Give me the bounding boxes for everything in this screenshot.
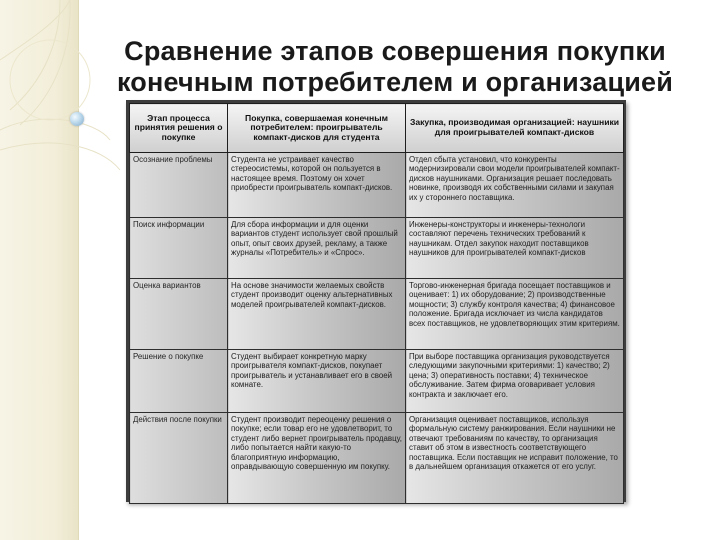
consumer-cell: На основе значимости желаемых свойств студент производит оценку альтернативных моделей проигрывателей компакт-дисков.: [228, 279, 406, 350]
consumer-cell: Студент производит переоценку решения о покупке; если товар его не удовлетворит, то студент либо вернет проигрыватель продавцу, либо попытается найти какую-то благоприятную информацию, оправдывающую совершенную им покупку.: [228, 413, 406, 504]
table-row: [130, 279, 624, 350]
comparison-table-frame: [126, 100, 626, 502]
stage-cell: Решение о покупке: [130, 350, 228, 413]
organization-cell: Торгово-инженерная бригада посещает поставщиков и оценивает: 1) их оборудование; 2) производственные мощности; 3) службу контроля качества; 4) финансовое положение. Бригада исключает из числа кандидатов всех поставщиков, не удовлетворяющих этим критериям.: [406, 279, 624, 350]
organization-cell: Отдел сбыта установил, что конкуренты модернизировали свои модели проигрывателей компакт-дисков наушниками. Организация решает последовать новинке, производя их собственными силами и закупая их у стороннего поставщика.: [406, 153, 624, 218]
organization-cell: Инженеры-конструкторы и инженеры-технологи составляют перечень технических требований к наушникам. Отдел закупок находит поставщиков наушников для проигрывателей компакт-дисков: [406, 218, 624, 279]
bullet-decoration: [70, 112, 84, 126]
consumer-cell: Для сбора информации и для оценки вариантов студент использует свой прошлый опыт, опыт своих друзей, рекламу, а также журналы «Потребитель» и «Спрос».: [228, 218, 406, 279]
table-row: [130, 153, 624, 218]
organization-cell: При выборе поставщика организация руководствуется следующими закупочными критериями: 1) качество; 2) цена; 3) оперативность поставки; 4) техническое обслуживание. Затем фирма оговаривает условия контракта и заключает его.: [406, 350, 624, 413]
stage-cell: Осознание проблемы: [130, 153, 228, 218]
stage-cell: Оценка вариантов: [130, 279, 228, 350]
stage-cell: Действия после покупки: [130, 413, 228, 504]
table-row: [130, 350, 624, 413]
slide-title-line-2: конечным потребителем и организацией: [116, 67, 674, 97]
table-row: [130, 413, 624, 504]
header-organization: Закупка, производимая организацией: наушники для проигрывателей компакт-дисков: [406, 104, 624, 153]
header-consumer: Покупка, совершаемая конечным потребителем: проигрыватель компакт-дисков для студента: [228, 104, 406, 153]
slide-title-line-1: Сравнение этапов совершения покупки: [124, 36, 666, 66]
slide-title: [80, 36, 710, 98]
stage-cell: Поиск информации: [130, 218, 228, 279]
comparison-table: [129, 103, 624, 504]
organization-cell: Организация оценивает поставщиков, используя формальную систему ранжирования. Если наушники не отвечают требованиям по качеству, то организация ставит об этом в известность соответствующего поставщика. Если поставщик не исправит положение, то в дальнейшем организация откажется от его услуг.: [406, 413, 624, 504]
table-row: [130, 218, 624, 279]
consumer-cell: Студент выбирает конкретную марку проигрывателя компакт-дисков, покупает проигрыватель и устанавливает его в своей комнате.: [228, 350, 406, 413]
header-stage: Этап процесса принятия решения о покупке: [130, 104, 228, 153]
consumer-cell: Студента не устраивает качество стереосистемы, которой он пользуется в настоящее время. Поэтому он хочет приобрести проигрыватель компакт-дисков.: [228, 153, 406, 218]
table-header-row: [130, 104, 624, 153]
